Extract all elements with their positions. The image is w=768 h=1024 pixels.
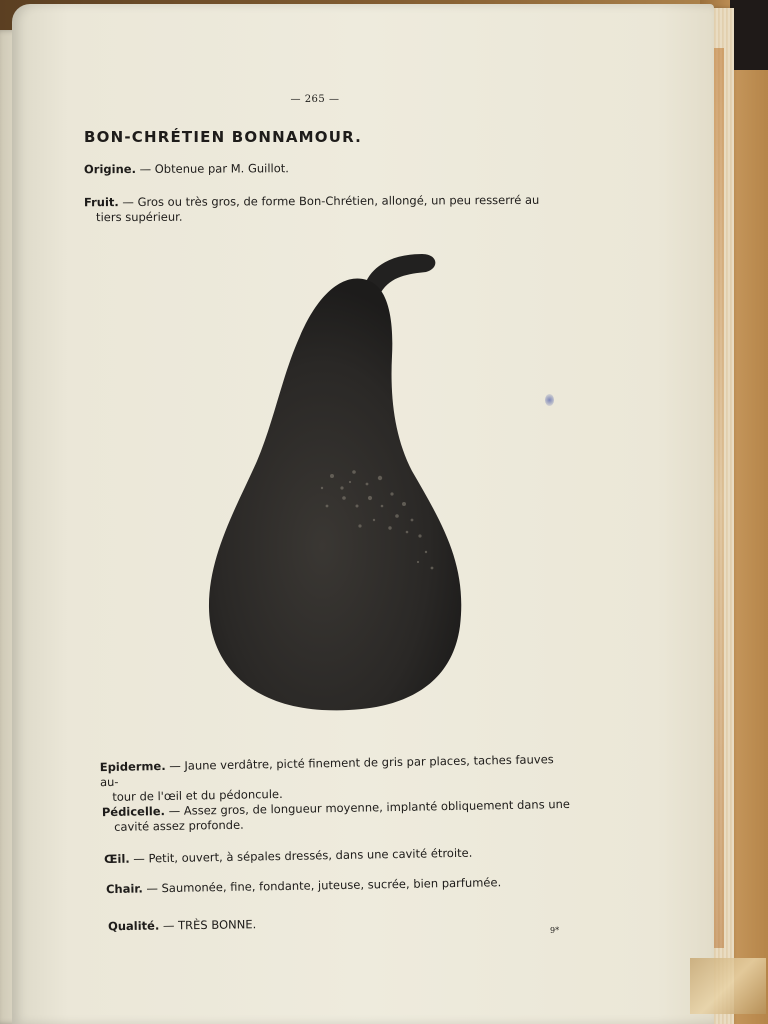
pear-body	[209, 278, 461, 710]
chair-paragraph	[106, 874, 576, 897]
corner-watermark-thumbnail	[690, 958, 766, 1014]
pedicelle-label: Pédicelle.	[101, 804, 166, 820]
ink-spot	[545, 394, 554, 406]
page-number: — 265 —	[290, 94, 340, 105]
fruit-paragraph	[84, 193, 552, 225]
origine-text: — Obtenue par M. Guillot.	[139, 161, 289, 176]
pedicelle-text-continuation: cavité assez profonde.	[114, 817, 244, 834]
epiderme-paragraph	[100, 752, 571, 805]
fruit-text: — Gros ou très gros, de forme Bon-Chrétien, allongé, un peu resserré au	[122, 192, 540, 210]
epiderme-text: — Jaune verdâtre, picté finement de gris par places, taches fauves au-	[99, 752, 554, 790]
oeil-paragraph	[104, 844, 574, 867]
oeil-label: Œil.	[103, 851, 130, 867]
book-page	[12, 4, 714, 1024]
pedicelle-text: — Assez gros, de longueur moyenne, implanté obliquement dans une	[168, 796, 571, 818]
fruit-text-continuation: tiers supérieur.	[96, 209, 183, 225]
background-shadow	[730, 0, 768, 70]
epiderme-label: Epiderme.	[99, 758, 166, 775]
fruit-label: Fruit.	[83, 195, 119, 210]
pear-illustration	[182, 236, 482, 736]
origine-paragraph	[84, 160, 564, 178]
epiderme-text-continuation: tour de l'œil et du pédoncule.	[112, 786, 283, 804]
page-title: BON-CHRÉTIEN BONNAMOUR.	[84, 128, 363, 146]
chair-text: — Saumonée, fine, fondante, juteuse, sucrée, bien parfumée.	[146, 875, 502, 896]
oeil-text: — Petit, ouvert, à sépales dressés, dans une cavité étroite.	[133, 845, 473, 866]
qualite-label: Qualité.	[107, 918, 160, 934]
chair-label: Chair.	[105, 881, 143, 897]
qualite-text: — TRÈS BONNE.	[162, 917, 257, 933]
printer-signature: 9*	[550, 926, 560, 935]
origine-label: Origine.	[83, 161, 136, 177]
qualite-paragraph	[108, 913, 578, 935]
